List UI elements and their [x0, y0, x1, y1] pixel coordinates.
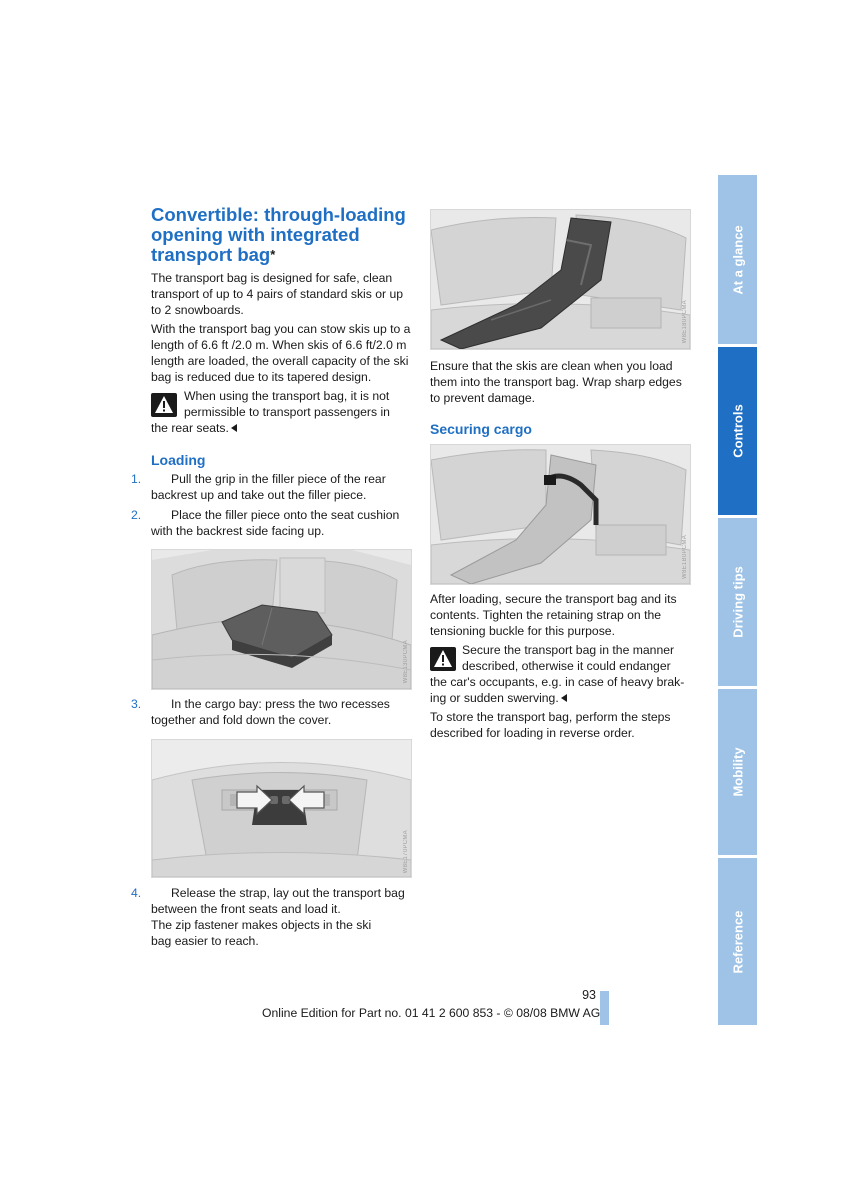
figure-securing-strap	[430, 444, 691, 585]
list-item: 4. Release the strap, lay out the transport bag	[131, 886, 405, 900]
right-paragraph-3: To store the transport bag, perform the steps described for loading in reverse order.	[430, 710, 671, 740]
figure-cargo-bay	[151, 739, 412, 878]
figure-code: W8E170PCMA	[403, 830, 409, 874]
securing-strap-illustration	[431, 445, 690, 584]
cargo-bay-illustration	[152, 740, 411, 877]
option-asterisk: *	[270, 247, 276, 262]
figure-code: W8E130PCMA	[403, 640, 409, 684]
loading-steps-1-2: 1. Pull the grip in the filler piece of the rear backrest up and take out the filler piece. 2. Place the filler piece onto the seat cushion with the backrest side facing up.	[151, 471, 413, 539]
figure-code: W8E1B0PCMA	[682, 535, 688, 580]
footer-edition: Online Edition for Part no. 01 41 2 600 853 - © 08/08 BMW AG	[262, 1006, 601, 1020]
filler-piece-illustration	[152, 550, 411, 689]
intro-paragraph-2: With the transport bag you can stow skis up to a length of 6.6 ft /2.0 m. When skis of 6.6 ft/2.0 m length are loaded, the overall capacity of the ski bag is reduced due to its tapered design.	[151, 322, 411, 384]
figure-transport-bag	[430, 209, 691, 350]
tab-at-a-glance[interactable]: At a glance	[718, 175, 757, 344]
tab-controls[interactable]: Controls	[718, 347, 757, 515]
tab-reference[interactable]: Reference	[718, 858, 757, 1025]
list-item: 3. In the cargo bay: press the two recesses	[131, 697, 390, 711]
list-item: 2. Place the filler piece onto the seat cushion	[131, 508, 400, 522]
page-title: Convertible: through-loading opening with integrated transport bag*	[151, 204, 406, 265]
figure-code: W8E180PCMA	[682, 300, 688, 344]
loading-step-4: 4. Release the strap, lay out the transport bag between the front seats and load it. The zip fastener makes objects in the ski bag easier to reach.	[151, 885, 413, 949]
loading-step-3: 3. In the cargo bay: press the two recesses together and fold down the cover.	[151, 696, 413, 728]
warning-note-2: Secure the transport bag in the manner described, otherwise it could endanger the car's occupants, e.g. in case of heavy brak- ing or sudden swerving.	[430, 643, 685, 705]
right-paragraph-1: Ensure that the skis are clean when you load them into the transport bag. Wrap sharp edges to prevent damage.	[430, 359, 682, 405]
list-item: 1. Pull the grip in the filler piece of the rear	[131, 472, 386, 486]
warning-note-1: When using the transport bag, it is not permissible to transport passengers in the rear seats.	[151, 389, 390, 435]
securing-cargo-heading: Securing cargo	[430, 421, 532, 437]
page-number: 93	[582, 988, 596, 1002]
loading-heading: Loading	[151, 452, 206, 468]
transport-bag-illustration	[431, 210, 690, 349]
warning-icon	[430, 647, 456, 671]
end-mark-icon	[231, 424, 237, 432]
figure-filler-piece	[151, 549, 412, 690]
tab-mobility[interactable]: Mobility	[718, 689, 757, 855]
tab-driving-tips[interactable]: Driving tips	[718, 518, 757, 686]
right-paragraph-2: After loading, secure the transport bag and its contents. Tighten the retaining strap on the tensioning buckle for this purpose.	[430, 592, 677, 638]
intro-paragraph-1: The transport bag is designed for safe, clean transport of up to 4 pairs of standard skis or up to 2 snowboards.	[151, 271, 404, 317]
end-mark-icon	[561, 694, 567, 702]
warning-icon	[151, 393, 177, 417]
page-number-bar	[600, 991, 609, 1025]
